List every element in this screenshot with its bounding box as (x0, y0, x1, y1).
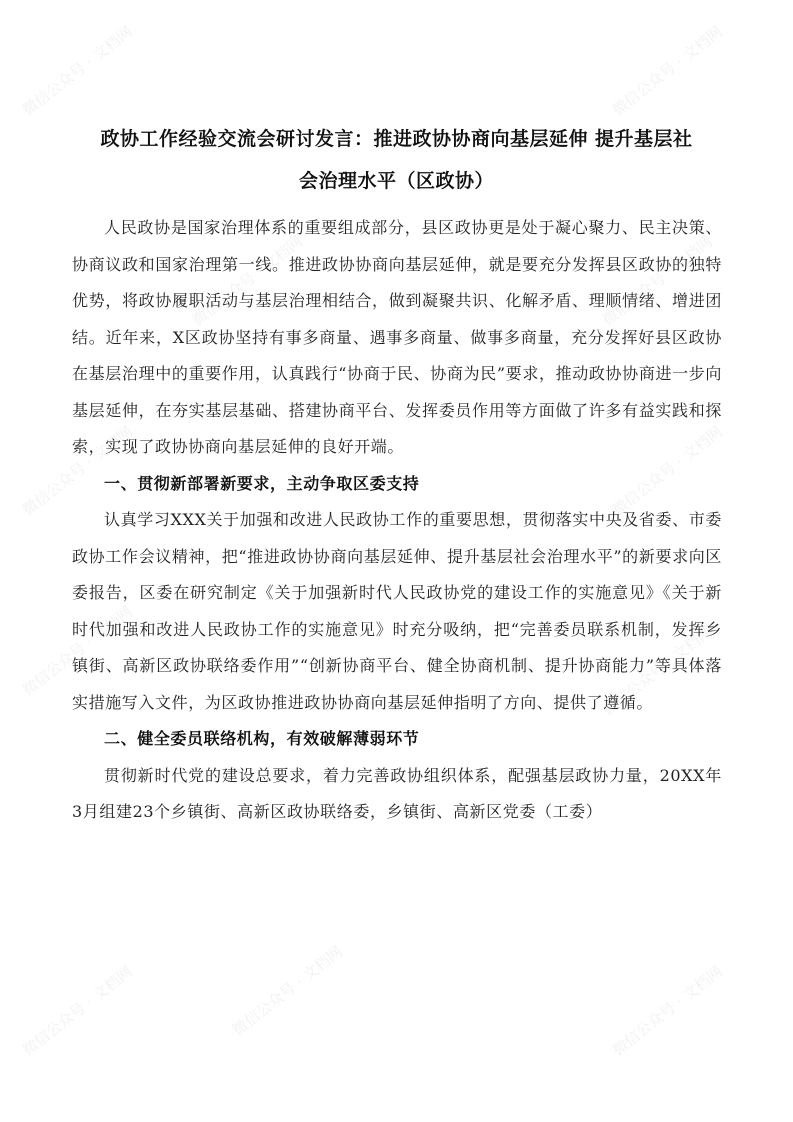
section-1-heading: 一、贯彻新部署新要求，主动争取区委支持 (104, 473, 420, 493)
watermark: 微信公众号 · 文档网 (189, 232, 306, 330)
title-line-2: 会治理水平（区政协） (298, 170, 494, 192)
watermark: 微信公众号 · 文档网 (19, 962, 136, 1060)
watermark: 微信公众号 · 文档网 (609, 422, 726, 520)
watermark: 微信公众号 · 文档网 (19, 22, 136, 120)
section-2-paragraph: 贯彻新时代党的建设总要求，着力完善政协组织体系，配强基层政协力量，20XX年3月组建23个乡镇街、高新区政协联络委，乡镇街、高新区党委（工委） (72, 765, 722, 821)
watermark: 微信公众号 · 文档网 (599, 622, 716, 720)
document-body (72, 210, 722, 831)
watermark: 微信公众号 · 文档网 (19, 422, 136, 520)
intro-paragraph: 人民政协是国家治理体系的重要组成部分，县区政协更是处于凝心聚力、民主决策、协商议政和国家治理第一线。推进政协协商向基层延伸，就是要充分发挥县区政协的独特优势，将政协履职活动与基层治理相结合，做到凝聚共识、化解矛盾、理顺情绪、增进团结。近年来，X区政协坚持有事多商量、遇事多商量、做事多商量，充分发挥好县区政协在基层治理中的重要作用，认真践行“协商于民、协商为民”要求，推动政协协商进一步向基层延伸，在夯实基层基础、搭建协商平台、发挥委员作用等方面做了许多有益实践和探索，实现了政协协商向基层延伸的良好开端。 (72, 218, 722, 456)
watermark: 微信公众号 · 文档网 (609, 22, 726, 120)
watermark: 微信公众号 · 文档网 (229, 942, 346, 1040)
section-1-paragraph: 认真学习XXX关于加强和改进人民政协工作的重要思想，贯彻落实中央及省委、市委政协工作会议精神，把“推进政协协商向基层延伸、提升基层社会治理水平”的新要求向区委报告，区委在研究制定《关于加强新时代人民政协党的建设工作的实施意见》《关于新时代加强和改进人民政协工作的实施意见》时充分吸纳，把“完善委员联系机制，发挥乡镇街、高新区政协联络委作用”“创新协商平台、健全协商机制、提升协商能力”等具体落实措施写入文件，为区政协推进政协协商向基层延伸指明了方向、提供了遵循。 (72, 510, 722, 712)
title-line-1: 政协工作经验交流会研讨发言：推进政协协商向基层延伸 提升基层社 (100, 128, 693, 150)
watermark: 微信公众号 · 文档网 (609, 962, 726, 1060)
section-2-heading: 二、健全委员联络机构，有效破解薄弱环节 (104, 729, 420, 748)
watermark: 微信公众号 · 文档网 (19, 602, 136, 700)
watermark: 微信公众号 · 文档网 (599, 232, 716, 330)
document-title (70, 118, 723, 202)
